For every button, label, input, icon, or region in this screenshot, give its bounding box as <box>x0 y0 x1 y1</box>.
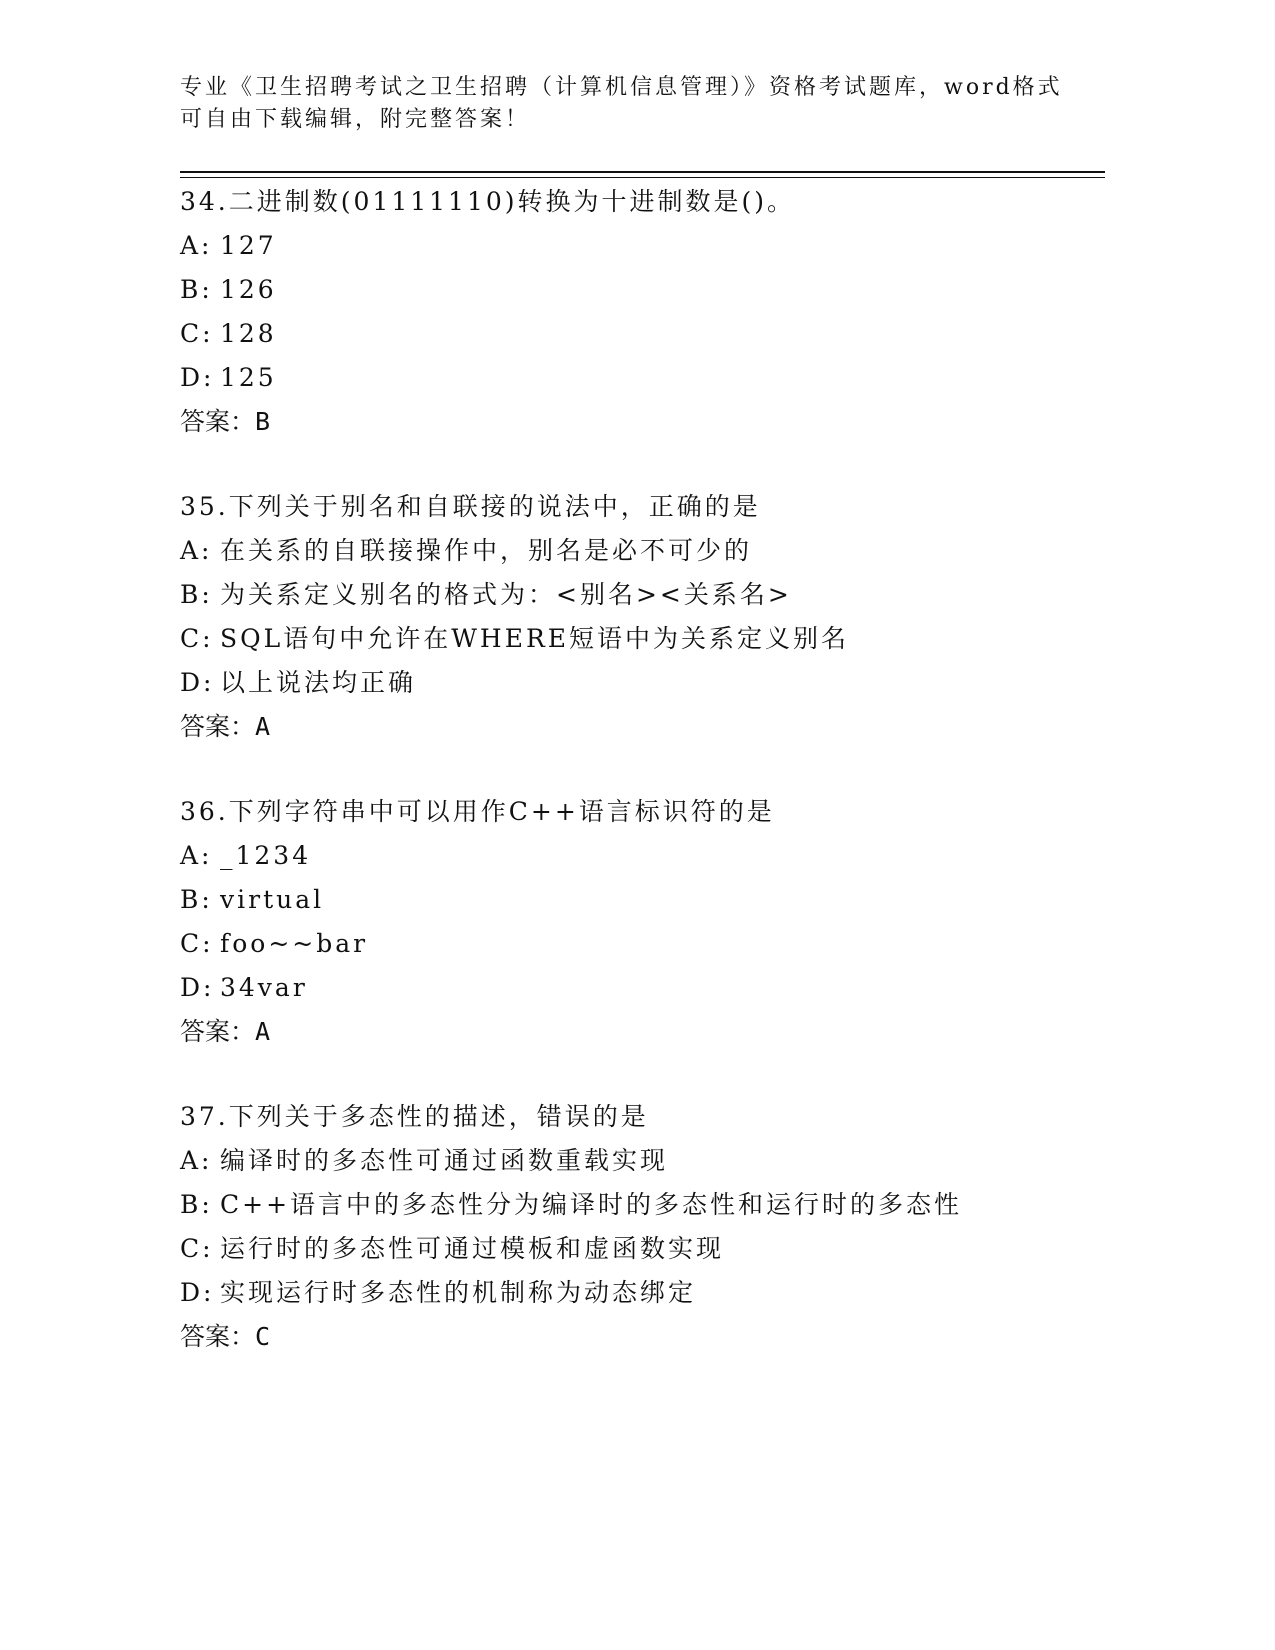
option-letter: B: <box>180 580 213 609</box>
option-text: 125 <box>220 363 277 392</box>
option-d <box>180 356 1080 400</box>
option-text: foo~~bar <box>220 929 369 958</box>
option-letter: A: <box>180 536 213 565</box>
option-text: 运行时的多态性可通过模板和虚函数实现 <box>220 1234 725 1263</box>
answer-label: 答案： <box>180 712 256 741</box>
option-letter: C: <box>180 319 214 348</box>
answer-label: 答案： <box>180 1017 256 1046</box>
option-text: 34var <box>220 973 308 1002</box>
option-text: SQL语句中允许在WHERE短语中为关系定义别名 <box>220 624 850 653</box>
option-a <box>180 224 1080 268</box>
option-text: C++语言中的多态性分为编译时的多态性和运行时的多态性 <box>220 1190 963 1219</box>
option-letter: C: <box>180 1234 214 1263</box>
option-text: virtual <box>220 885 325 914</box>
option-text: 126 <box>220 275 277 304</box>
header-divider-thin <box>180 177 1105 178</box>
question-stem: 36.下列字符串中可以用作C++语言标识符的是 <box>180 797 775 826</box>
option-letter: C: <box>180 624 214 653</box>
option-text: 实现运行时多态性的机制称为动态绑定 <box>220 1278 697 1307</box>
option-text: 在关系的自联接操作中，别名是必不可少的 <box>220 536 753 565</box>
question-34 <box>180 180 1080 444</box>
option-letter: D: <box>180 1278 215 1307</box>
option-text: 为关系定义别名的格式为：<别名><关系名> <box>220 580 792 609</box>
option-letter: D: <box>180 973 215 1002</box>
option-letter: B: <box>180 275 213 304</box>
question-stem: 35.下列关于别名和自联接的说法中，正确的是 <box>180 492 761 521</box>
answer <box>180 400 1080 444</box>
option-b <box>180 1183 1080 1227</box>
question-37 <box>180 1095 1080 1359</box>
option-c <box>180 922 1080 966</box>
option-b <box>180 573 1080 617</box>
option-c <box>180 312 1080 356</box>
option-d <box>180 661 1080 705</box>
question-35 <box>180 485 1080 749</box>
answer-value: C <box>255 1322 271 1351</box>
option-c <box>180 1227 1080 1271</box>
option-letter: B: <box>180 885 213 914</box>
header-line-1: 专业《卫生招聘考试之卫生招聘（计算机信息管理）》资格考试题库，word格式 <box>180 75 1063 100</box>
answer-value: A <box>255 1017 271 1046</box>
option-letter: C: <box>180 929 214 958</box>
option-a <box>180 834 1080 878</box>
option-b <box>180 878 1080 922</box>
answer-value: A <box>255 712 271 741</box>
answer-label: 答案： <box>180 1322 256 1351</box>
option-a <box>180 529 1080 573</box>
header-line-2: 可自由下载编辑，附完整答案！ <box>180 107 531 132</box>
option-c <box>180 617 1080 661</box>
answer-value: B <box>255 407 271 436</box>
option-b <box>180 268 1080 312</box>
option-text: 编译时的多态性可通过函数重载实现 <box>220 1146 669 1175</box>
answer <box>180 1315 1080 1359</box>
option-a <box>180 1139 1080 1183</box>
option-d <box>180 1271 1080 1315</box>
option-letter: D: <box>180 363 215 392</box>
option-letter: B: <box>180 1190 213 1219</box>
question-36 <box>180 790 1080 1054</box>
option-d <box>180 966 1080 1010</box>
question-stem: 34.二进制数(01111110)转换为十进制数是()。 <box>180 187 796 216</box>
option-letter: D: <box>180 668 215 697</box>
option-text: 127 <box>220 231 277 260</box>
document-header <box>180 72 1063 136</box>
answer <box>180 1010 1080 1054</box>
option-letter: A: <box>180 1146 213 1175</box>
answer <box>180 705 1080 749</box>
header-divider-thick <box>180 171 1105 173</box>
answer-label: 答案： <box>180 407 256 436</box>
option-letter: A: <box>180 841 213 870</box>
option-letter: A: <box>180 231 213 260</box>
question-stem: 37.下列关于多态性的描述，错误的是 <box>180 1102 649 1131</box>
option-text: 128 <box>220 319 277 348</box>
option-text: _1234 <box>220 841 312 870</box>
option-text: 以上说法均正确 <box>220 668 417 697</box>
